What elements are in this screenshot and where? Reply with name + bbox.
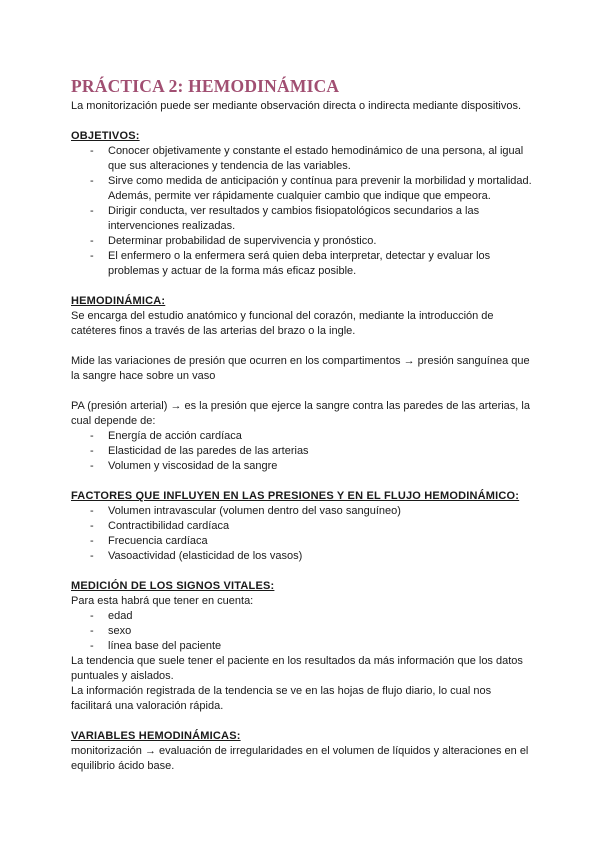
medicion-heading: MEDICIÓN DE LOS SIGNOS VITALES: <box>71 580 275 592</box>
page-title: PRÁCTICA 2: HEMODINÁMICA <box>71 76 340 96</box>
list-item: - Volumen intravascular (volumen dentro del vaso sanguíneo) <box>71 504 533 519</box>
document-body <box>71 99 533 774</box>
list-item: - Sirve como medida de anticipación y contínua para prevenir la morbilidad y mortalidad. Además, permite ver rápidamente cualquier cambio que indique que empeora. <box>71 174 533 204</box>
medicion-paragraph: La tendencia que suele tener el paciente en los resultados da más información que los datos puntuales y aislados. <box>71 655 523 682</box>
objetivos-list <box>71 144 533 279</box>
list-item: - Elasticidad de las paredes de las arterias <box>71 444 533 459</box>
list-item: - Volumen y viscosidad de la sangre <box>71 459 533 474</box>
list-item: - Determinar probabilidad de supervivencia y pronóstico. <box>71 234 533 249</box>
list-item: - Contractibilidad cardíaca <box>71 519 533 534</box>
list-item: - Vasoactividad (elasticidad de los vasos) <box>71 549 533 564</box>
factores-heading: FACTORES QUE INFLUYEN EN LAS PRESIONES Y EN EL FLUJO HEMODINÁMICO: <box>71 490 520 502</box>
list-item: - El enfermero o la enfermera será quien deba interpretar, detectar y evaluar los problemas y actuar de la forma más eficaz posible. <box>71 249 533 279</box>
hemodinamica-list <box>71 429 533 474</box>
medicion-paragraph: Para esta habrá que tener en cuenta: <box>71 595 254 607</box>
list-item: - Conocer objetivamente y constante el estado hemodinámico de una persona, al igual que sus alteraciones y tendencia de las variables. <box>71 144 533 174</box>
list-item: - Frecuencia cardíaca <box>71 534 533 549</box>
medicion-list <box>71 609 533 654</box>
hemodinamica-heading: HEMODINÁMICA: <box>71 295 166 307</box>
factores-list <box>71 504 533 564</box>
hemodinamica-paragraph: Mide las variaciones de presión que ocurren en los compartimentos → presión sanguínea que la sangre hace sobre un vaso <box>71 355 530 382</box>
medicion-paragraph: La información registrada de la tendencia se ve en las hojas de flujo diario, lo cual nos facilitará una valoración rápida. <box>71 685 492 712</box>
variables-heading: VARIABLES HEMODINÁMICAS: <box>71 730 241 742</box>
list-item: - Dirigir conducta, ver resultados y cambios fisiopatológicos secundarios a las intervenciones realizadas. <box>71 204 533 234</box>
list-item: - sexo <box>71 624 533 639</box>
variables-paragraph: monitorización → evaluación de irregularidades en el volumen de líquidos y alteraciones en el equilibrio ácido base. <box>71 745 529 772</box>
intro-paragraph: La monitorización puede ser mediante observación directa o indirecta mediante dispositivos. <box>71 100 522 112</box>
list-item: - edad <box>71 609 533 624</box>
hemodinamica-paragraph: PA (presión arterial) → es la presión que ejerce la sangre contra las paredes de las arterias, la cual depende de: <box>71 400 530 427</box>
list-item: - Energía de acción cardíaca <box>71 429 533 444</box>
objetivos-heading: OBJETIVOS: <box>71 130 140 142</box>
list-item: - línea base del paciente <box>71 639 533 654</box>
hemodinamica-paragraph: Se encarga del estudio anatómico y funcional del corazón, mediante la introducción de catéteres finos a través de las arterias del brazo o la ingle. <box>71 310 494 337</box>
